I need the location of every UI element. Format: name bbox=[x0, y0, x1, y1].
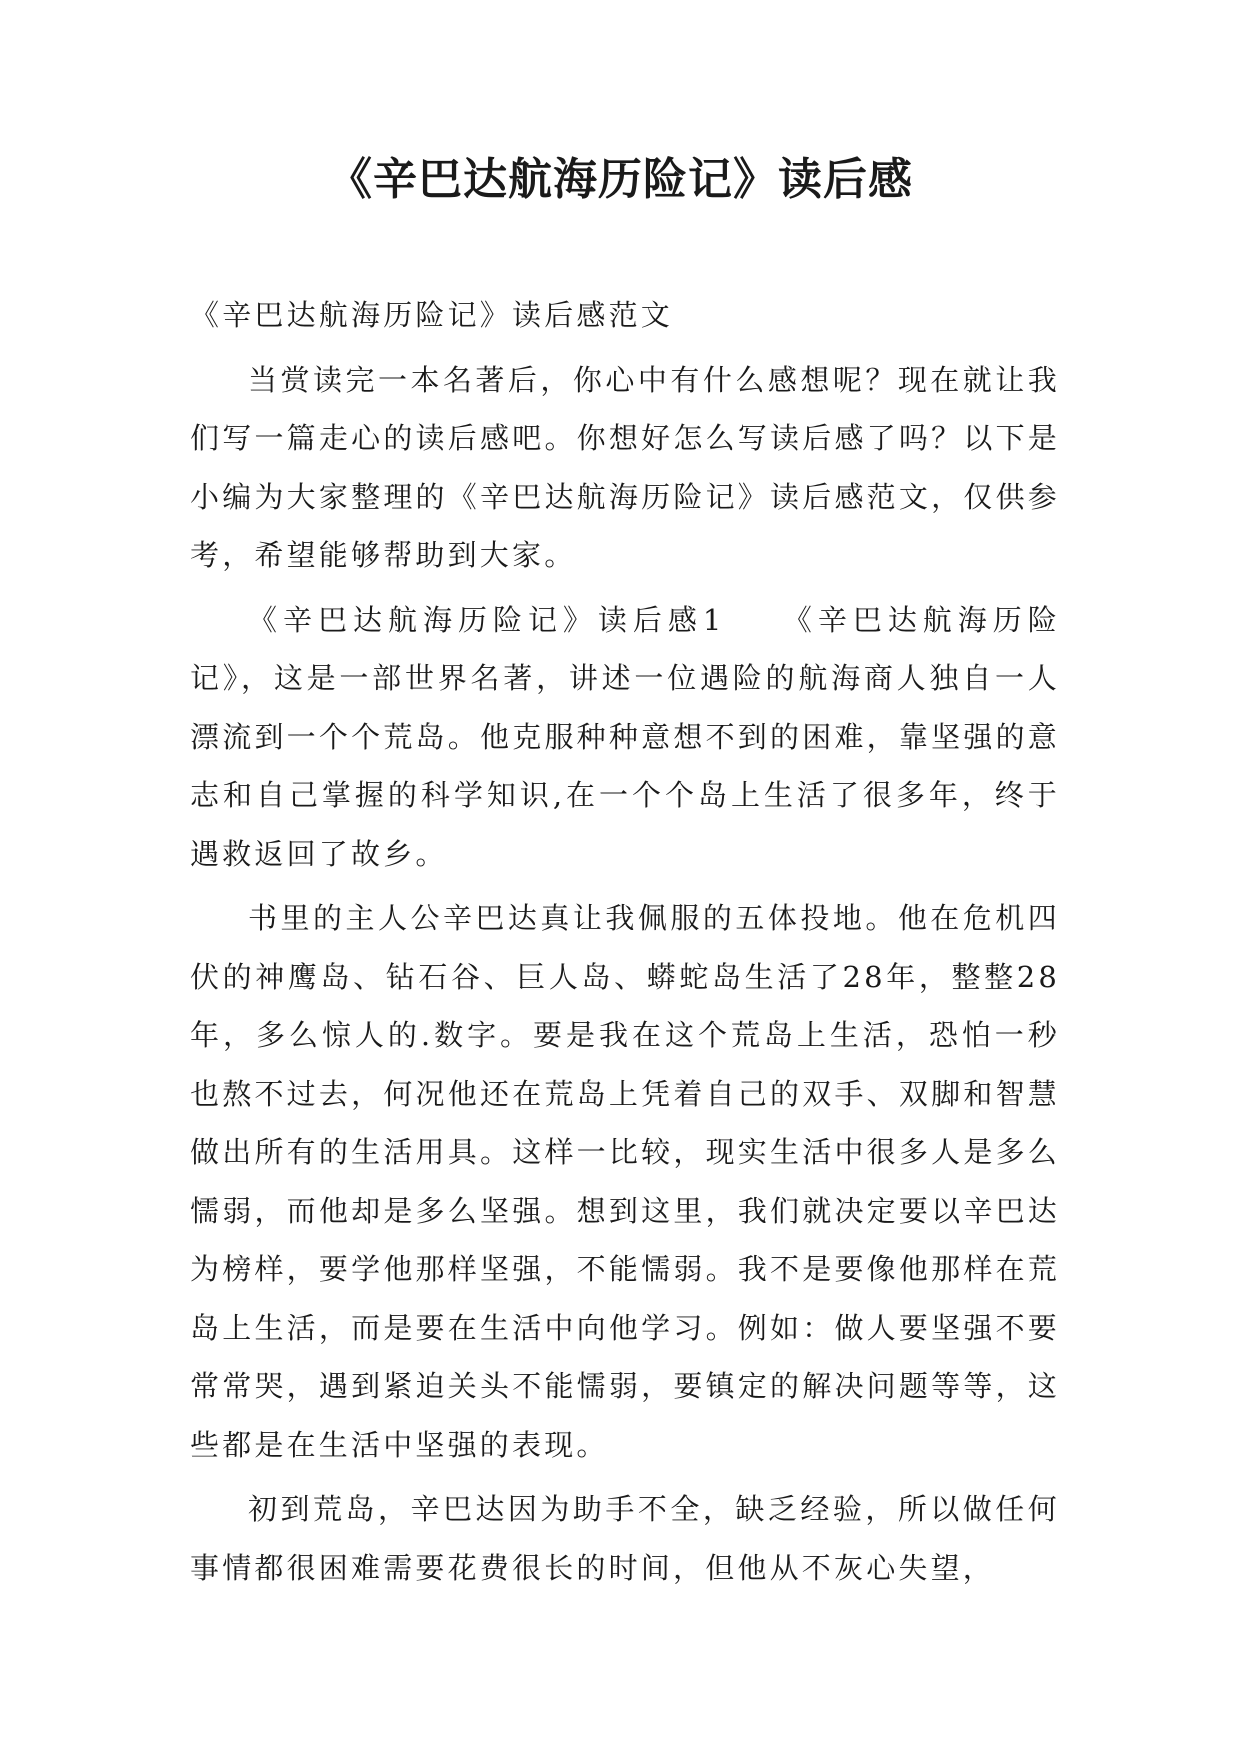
document-title: 《辛巴达航海历险记》读后感 bbox=[328, 154, 913, 205]
paragraph-arrival: 初到荒岛，辛巴达因为助手不全，缺乏经验，所以做任何事情都很困难需要花费很长的时间，但他从不灰心失望， bbox=[190, 1492, 1060, 1585]
paragraph-review-1: 《辛巴达航海历险记》读后感1 《辛巴达航海历险记》，这是一部世界名著，讲述一位遇险的航海商人独自一人漂流到一个个荒岛。他克服种种意想不到的困难，靠坚强的意志和自己掌握的科学知识,在一个个岛上生活了很多年，终于遇救返回了故乡。 bbox=[190, 602, 1060, 871]
document-subtitle: 《辛巴达航海历险记》读后感范文 bbox=[190, 298, 674, 332]
paragraph-protagonist: 书里的主人公辛巴达真让我佩服的五体投地。他在危机四伏的神鹰岛、钻石谷、巨人岛、蟒蛇岛生活了28年，整整28年，多么惊人的.数字。要是我在这个荒岛上生活，恐怕一秒也熬不过去，何况他还在荒岛上凭着自己的双手、双脚和智慧做出所有的生活用具。这样一比较，现实生活中很多人是多么懦弱，而他却是多么坚强。想到这里，我们就决定要以辛巴达为榜样，要学他那样坚强，不能懦弱。我不是要像他那样在荒岛上生活，而是要在生活中向他学习。例如：做人要坚强不要常常哭，遇到紧迫关头不能懦弱，要镇定的解决问题等等，这些都是在生活中坚强的表现。 bbox=[190, 901, 1060, 1462]
paragraph-intro: 当赏读完一本名著后，你心中有什么感想呢？现在就让我们写一篇走心的读后感吧。你想好怎么写读后感了吗？以下是小编为大家整理的《辛巴达航海历险记》读后感范文，仅供参考，希望能够帮助到大家。 bbox=[190, 362, 1060, 572]
document-body bbox=[190, 286, 1060, 1597]
